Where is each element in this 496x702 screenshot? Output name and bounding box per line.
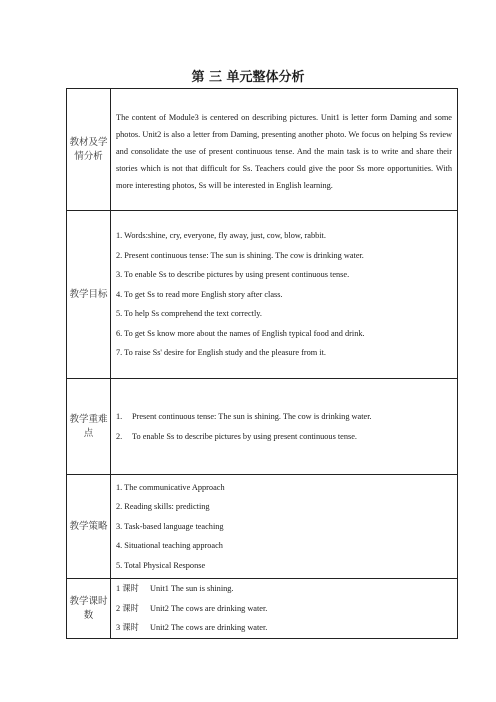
row-content-key-points [111,379,458,475]
row-content-strategies [111,475,458,579]
list-item: 3. Task-based language teaching [116,521,224,531]
list-item: 2. Present continuous tense: The sun is shining. The cow is drinking water. [116,250,364,260]
page-title: 第 三 单元整体分析 [191,70,305,85]
lesson-number: 2 课时 [116,603,139,613]
lesson-number: 3 课时 [116,623,139,633]
list-item [116,579,452,599]
list-item [116,427,457,447]
row-label-strategies: 教学策略 [67,475,111,579]
list-item: 7. To raise Ss' desire for English study and the pleasure from it. [116,348,326,358]
strategies-list [111,478,457,576]
item-number: 2. [116,431,123,441]
table-row [67,579,458,639]
list-item: 6. To get Ss know more about the names of English typical food and drink. [116,328,365,338]
table-row [67,379,458,475]
list-item: 2. Reading skills: predicting [116,502,210,512]
list-item [116,407,457,427]
list-item: 5. Total Physical Response [116,560,206,570]
list-item: 3. To enable Ss to describe pictures by using present continuous tense. [116,270,350,280]
list-item [116,599,452,619]
lesson-title: Unit2 The cows are drinking water. [150,623,268,633]
list-item: 1. Words:shine, cry, everyone, fly away, just, cow, blow, rabbit. [116,231,326,241]
objectives-list [111,226,457,363]
list-item [116,618,452,638]
analysis-table [66,88,458,639]
lesson-number: 1 课时 [116,584,139,594]
list-item: 4. To get Ss to read more English story after class. [116,289,283,299]
key-points-list [111,407,457,447]
row-content-objectives [111,211,458,379]
list-item: 5. To help Ss comprehend the text correctly. [116,309,262,319]
item-number: 1. [116,411,123,421]
list-item: 4. Situational teaching approach [116,541,223,551]
row-content-lessons [111,579,458,639]
row-content-materials [111,89,458,211]
table-row [67,475,458,579]
materials-analysis-text: The content of Module3 is centered on describing pictures. Unit1 is letter form Daming and some photos. Unit2 is also a letter from Daming, presenting another photo. We focus on helping Ss review and consolidate the use of present continuous tense. And the main task is to write and share their stories which is not that difficult for Ss. Teachers could give the poor Ss more opportunities. With more interesting photos, Ss will be interested in English learning. [116,113,452,190]
table-row [67,211,458,379]
lesson-title: Unit1 The sun is shining. [150,584,234,594]
item-text: To enable Ss to describe pictures by using present continuous tense. [132,431,358,441]
table-row [67,89,458,211]
row-label-objectives: 教学目标 [67,211,111,379]
row-label-lessons: 教学课时数 [67,579,111,639]
row-label-key-points: 教学重难点 [67,379,111,475]
list-item: 1. The communicative Approach [116,482,225,492]
item-text: Present continuous tense: The sun is shining. The cow is drinking water. [132,411,372,421]
lesson-title: Unit2 The cows are drinking water. [150,603,268,613]
lessons-list [111,579,457,638]
row-label-materials: 教材及学情分析 [67,89,111,211]
